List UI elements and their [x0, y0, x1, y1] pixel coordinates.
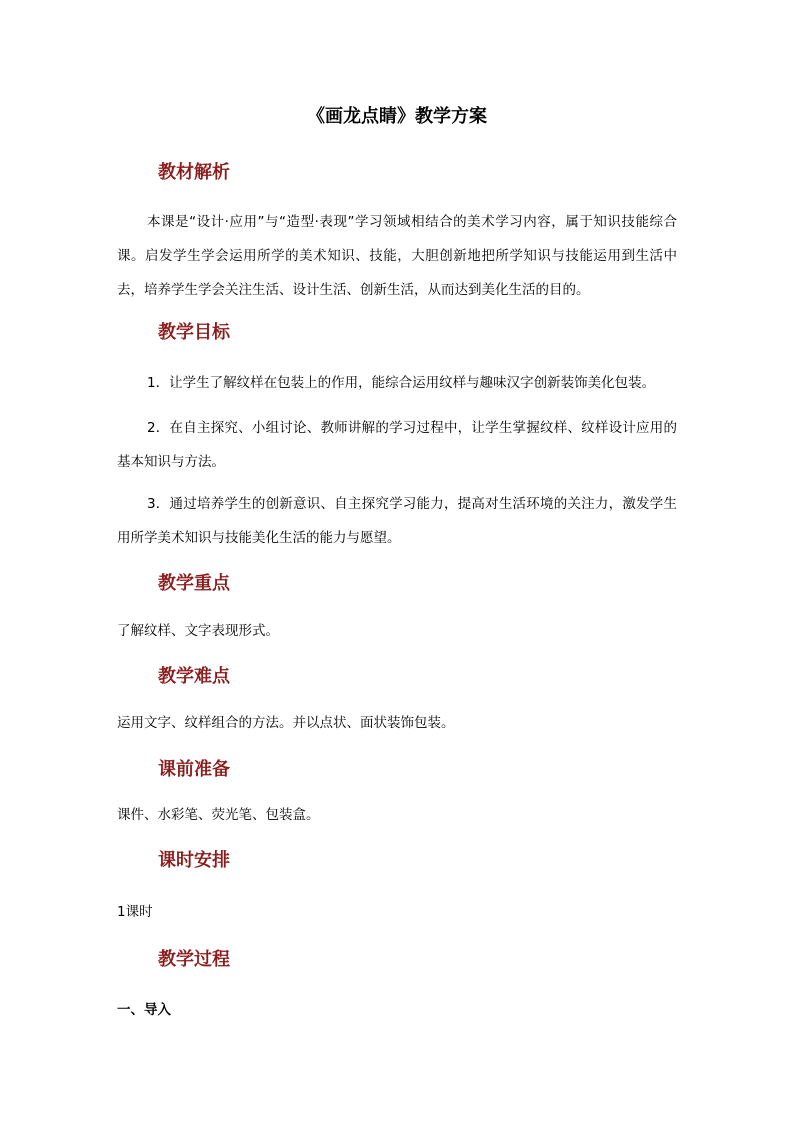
document-title: 《画龙点睛》教学方案 [307, 106, 487, 127]
heading-schedule: 课时安排 [158, 850, 230, 871]
schedule-text: 1课时 [117, 904, 153, 920]
heading-process: 教学过程 [158, 949, 230, 970]
goal-item-1: 1．让学生了解纹样在包装上的作用，能综合运用纹样与趣味汉字创新装饰美化包装。 [147, 375, 656, 391]
difficulties-text: 运用文字、纹样组合的方法。并以点状、面状装饰包装。 [117, 715, 455, 731]
paragraph-analysis: 本课是“设计·应用”与“造型·表现”学习领域相结合的美术学习内容，属于知识技能综合课。启发学生学会运用所学的美术知识、技能，大胆创新地把所学知识与技能运用到生活中去，培养学生学会关注生活、设计生活、创新生活，从而达到美化生活的目的。 [117, 214, 677, 298]
goal-item-2: 2．在自主探究、小组讨论、教师讲解的学习过程中，让学生掌握纹样、纹样设计应用的基本知识与方法。 [117, 420, 677, 470]
heading-preparation: 课前准备 [158, 759, 230, 780]
key-points-text: 了解纹样、文字表现形式。 [117, 623, 279, 639]
preparation-text: 课件、水彩笔、荧光笔、包装盒。 [117, 807, 320, 823]
process-step-intro: 一、导入 [117, 1002, 171, 1018]
heading-key-points: 教学重点 [158, 573, 230, 594]
goal-item-3: 3．通过培养学生的创新意识、自主探究学习能力，提高对生活环境的关注力，激发学生用所学美术知识与技能美化生活的能力与愿望。 [117, 496, 677, 546]
heading-goals: 教学目标 [158, 322, 230, 343]
heading-analysis: 教材解析 [158, 162, 230, 183]
heading-difficulties: 教学难点 [158, 666, 230, 687]
